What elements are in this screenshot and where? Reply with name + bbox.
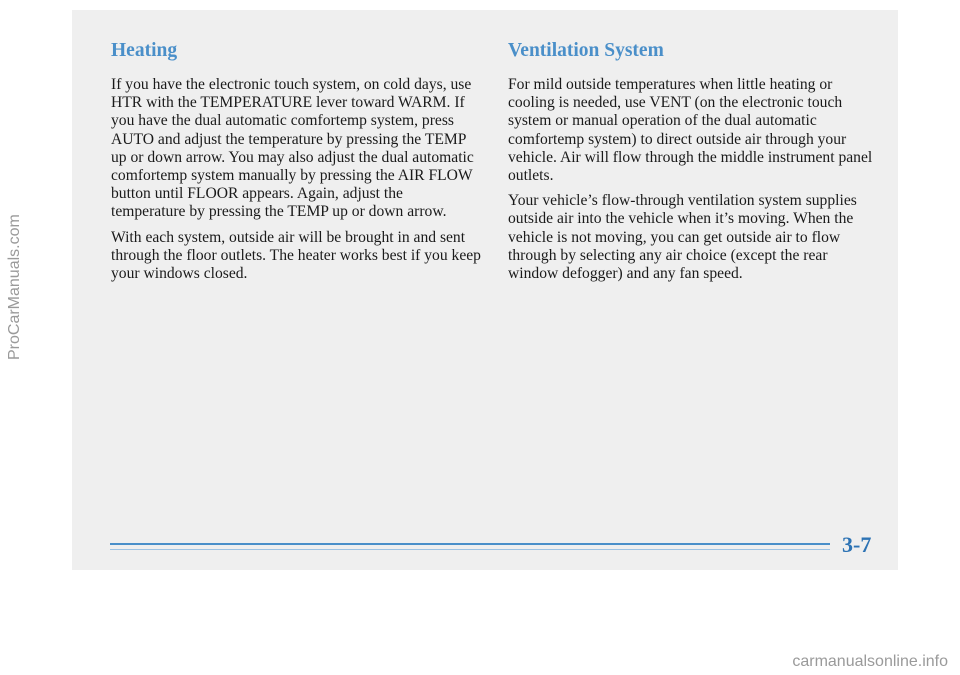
side-watermark [0, 0, 30, 675]
footer-rule [110, 543, 830, 545]
ventilation-section [508, 40, 878, 290]
heating-paragraph-1: If you have the electronic touch system, on cold days, use HTR with the TEMPERATURE lever toward WARM. If you have the dual automatic comfortemp system, press AUTO and adjust the temperature by pressing the TEMP up or down arrow. You may also adjust the dual automatic comfortemp system manually by pressing the AIR FLOW button until FLOOR appears. Again, adjust the temperature by pressing the TEMP up or down arrow. [111, 76, 474, 221]
ventilation-paragraph-2: Your vehicle’s flow-through ventilation system supplies outside air into the vehicle when it’s moving. When the vehicle is not moving, you can get outside air to flow through by selecting any air choice (except the rear window defogger) and any fan speed. [508, 192, 857, 283]
heating-heading: Heating [111, 40, 178, 61]
ventilation-paragraph-1: For mild outside temperatures when little heating or cooling is needed, use VENT (on the electronic touch system or manual operation of the dual automatic comfortemp system) to direct outside air through your vehicle. Air will flow through the middle instrument panel outlets. [508, 76, 873, 185]
bottom-watermark: carmanualsonline.info [792, 653, 948, 670]
heating-paragraph-2: With each system, outside air will be brought in and sent through the floor outlets. The heater works best if you keep your windows closed. [111, 228, 481, 283]
heating-section [111, 40, 481, 290]
footer-rule-thin [110, 549, 830, 550]
side-watermark-text: ProCarManuals.com [6, 214, 23, 360]
manual-page [72, 10, 898, 570]
page-number: 3-7 [842, 532, 872, 557]
ventilation-heading: Ventilation System [508, 40, 664, 61]
